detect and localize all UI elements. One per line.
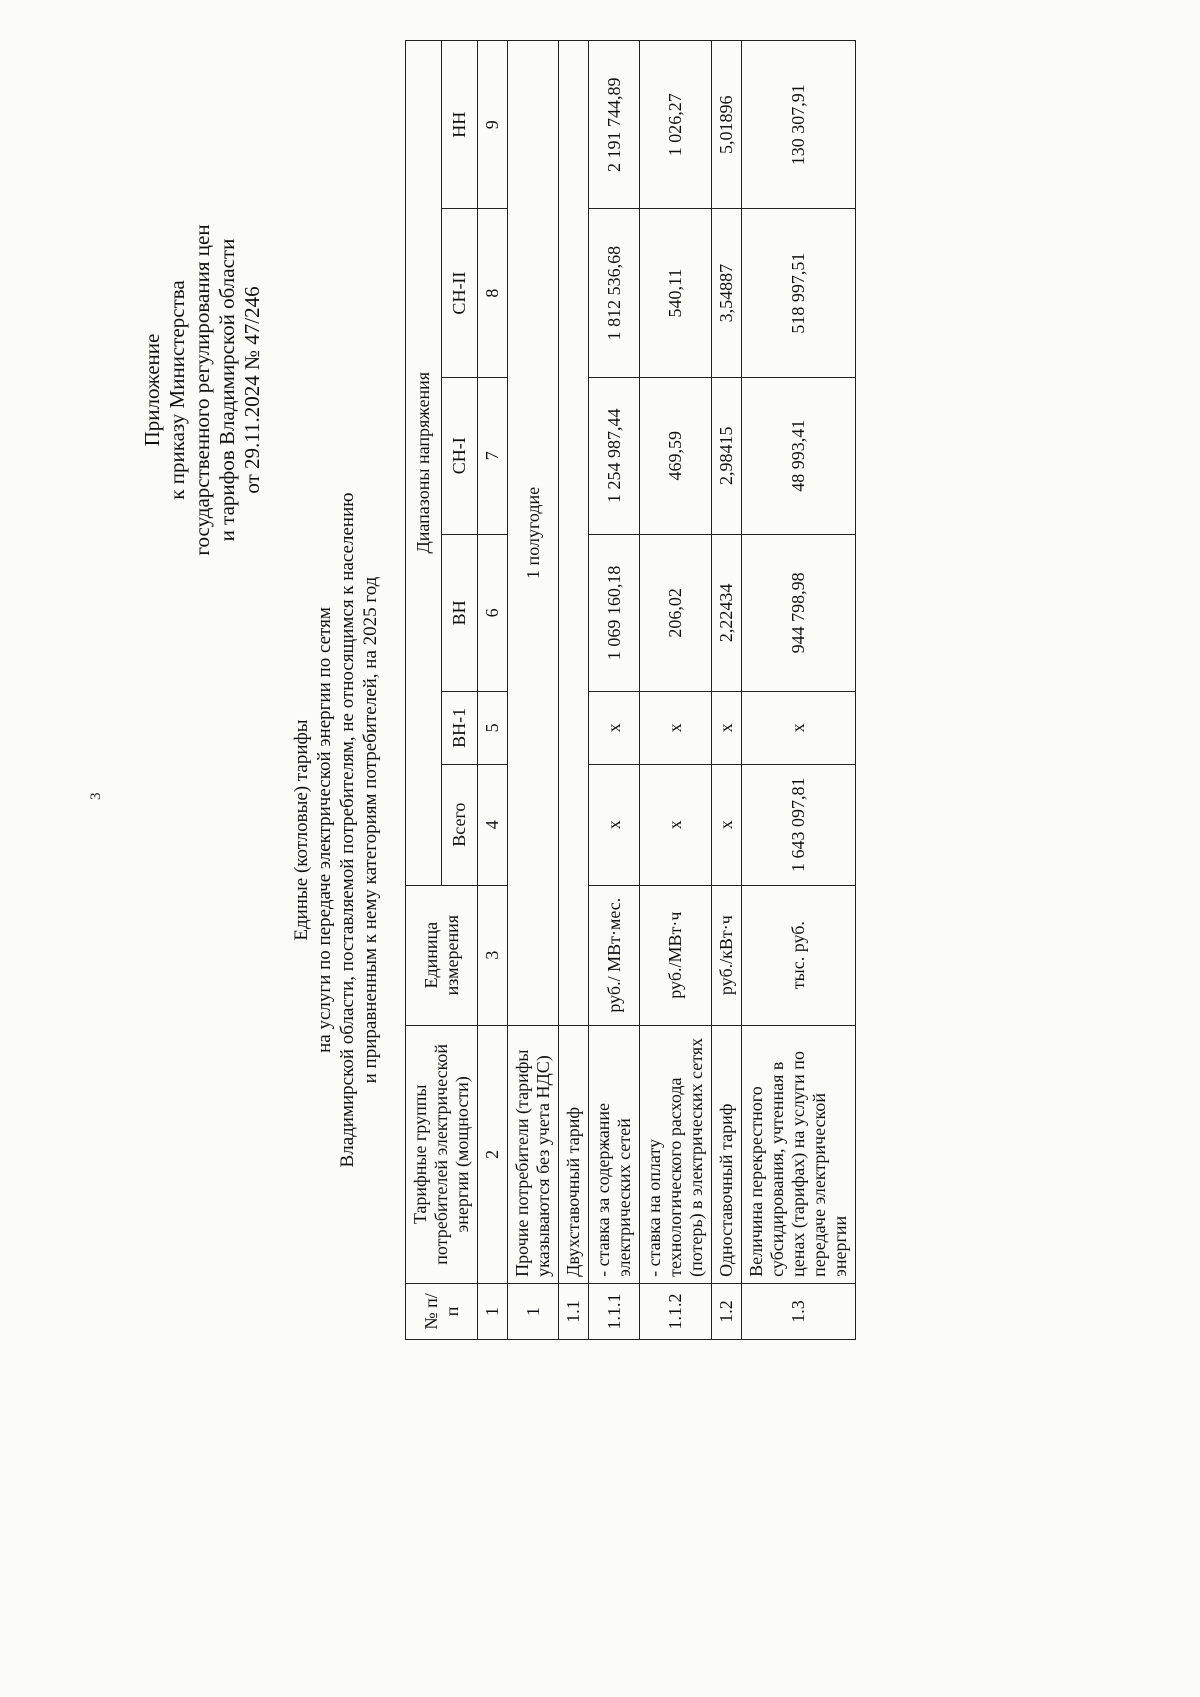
row-unit: руб./кВт·ч xyxy=(712,885,742,1025)
row-no: 1.1.2 xyxy=(640,1283,712,1339)
table-row xyxy=(742,41,856,1340)
col-number: 1 xyxy=(478,1283,508,1339)
cell-vn: 206,02 xyxy=(640,534,712,691)
appendix-line-2: к приказу Министерства xyxy=(165,280,189,500)
row-no: 1.1.1 xyxy=(589,1283,640,1339)
cell-sn1: 1 254 987,44 xyxy=(589,377,640,534)
column-number-row xyxy=(478,41,508,1340)
title-line-4: и приравненным к нему категориям потребителей, на 2025 год xyxy=(360,576,381,1084)
cell-vn1: х xyxy=(742,691,856,764)
appendix-line-4: и тарифов Владимирской области xyxy=(215,238,239,542)
row-unit: тыс. руб. xyxy=(742,885,856,1025)
section-label: Прочие потребители (тарифы указываются без учета НДС) xyxy=(508,1025,559,1283)
header-vn1: ВН-1 xyxy=(442,691,478,764)
row-unit: руб./МВт·ч xyxy=(640,885,712,1025)
cell-nn: 5,01896 xyxy=(712,41,742,209)
table-row xyxy=(712,41,742,1340)
cell-total: х xyxy=(589,764,640,885)
header-total: Всего xyxy=(442,764,478,885)
cell-total: 1 643 097,81 xyxy=(742,764,856,885)
cell-total: х xyxy=(712,764,742,885)
title-line-2: на услуги по передаче электрической энергии по сетям xyxy=(314,607,335,1053)
col-number: 7 xyxy=(478,377,508,534)
cell-sn2: 1 812 536,68 xyxy=(589,209,640,377)
section-no: 1 xyxy=(508,1283,559,1339)
row-unit: руб./ МВт·мес. xyxy=(589,885,640,1025)
row-label: Величина перекрестного субсидирования, учтенная в ценах (тарифах) на услуги по передаче электрической энергии xyxy=(742,1025,856,1283)
cell-vn1: х xyxy=(712,691,742,764)
col-number: 3 xyxy=(478,885,508,1025)
subsection-empty-cell xyxy=(559,41,589,1026)
page-number: 3 xyxy=(88,792,104,800)
section-row xyxy=(508,41,559,1340)
cell-sn2: 540,11 xyxy=(640,209,712,377)
cell-nn: 130 307,91 xyxy=(742,41,856,209)
appendix-block xyxy=(140,180,265,1480)
cell-vn: 944 798,98 xyxy=(742,534,856,691)
document-title xyxy=(290,180,382,1480)
header-row-1 xyxy=(406,41,442,1340)
header-no: № п/п xyxy=(406,1283,478,1339)
cell-vn: 2,22434 xyxy=(712,534,742,691)
header-voltage-ranges: Диапазоны напряжения xyxy=(406,41,442,886)
cell-sn2: 3,54887 xyxy=(712,209,742,377)
header-sn1: СН-I xyxy=(442,377,478,534)
header-vn: ВН xyxy=(442,534,478,691)
appendix-line-1: Приложение xyxy=(140,333,164,447)
cell-vn1: х xyxy=(589,691,640,764)
cell-vn: 1 069 160,18 xyxy=(589,534,640,691)
cell-sn1: 48 993,41 xyxy=(742,377,856,534)
subsection-row xyxy=(559,41,589,1340)
col-number: 6 xyxy=(478,534,508,691)
cell-nn: 2 191 744,89 xyxy=(589,41,640,209)
col-number: 5 xyxy=(478,691,508,764)
cell-sn1: 2,98415 xyxy=(712,377,742,534)
table-row xyxy=(589,41,640,1340)
cell-nn: 1 026,27 xyxy=(640,41,712,209)
row-label: - ставка на оплату технологического расхода (потерь) в электрических сетях xyxy=(640,1025,712,1283)
row-no: 1.2 xyxy=(712,1283,742,1339)
subsection-no: 1.1 xyxy=(559,1283,589,1339)
table-row xyxy=(640,41,712,1340)
appendix-line-5: от 29.11.2024 № 47/246 xyxy=(240,286,264,494)
header-unit: Единица измерения xyxy=(406,885,478,1025)
row-no: 1.3 xyxy=(742,1283,856,1339)
col-number: 4 xyxy=(478,764,508,885)
col-number: 9 xyxy=(478,41,508,209)
header-sn2: СН-II xyxy=(442,209,478,377)
cell-total: х xyxy=(640,764,712,885)
subsection-label: Двухставочный тариф xyxy=(559,1025,589,1283)
header-nn: НН xyxy=(442,41,478,209)
row-label: - ставка за содержание электрических сетей xyxy=(589,1025,640,1283)
cell-sn2: 518 997,51 xyxy=(742,209,856,377)
col-number: 2 xyxy=(478,1025,508,1283)
cell-sn1: 469,59 xyxy=(640,377,712,534)
header-group: Тарифные группы потребителей электрической энергии (мощности) xyxy=(406,1025,478,1283)
cell-vn1: х xyxy=(640,691,712,764)
row-label: Одноставочный тариф xyxy=(712,1025,742,1283)
appendix-line-3: государственного регулирования цен xyxy=(190,224,214,556)
rotated-page-content xyxy=(120,77,1120,1480)
tariff-table xyxy=(405,40,856,1340)
section-period: 1 полугодие xyxy=(508,41,559,1026)
title-line-1: Единые (котловые) тарифы xyxy=(291,719,312,941)
col-number: 8 xyxy=(478,209,508,377)
title-line-3: Владимирской области, поставляемой потребителям, не относящимся к населению xyxy=(337,492,358,1168)
